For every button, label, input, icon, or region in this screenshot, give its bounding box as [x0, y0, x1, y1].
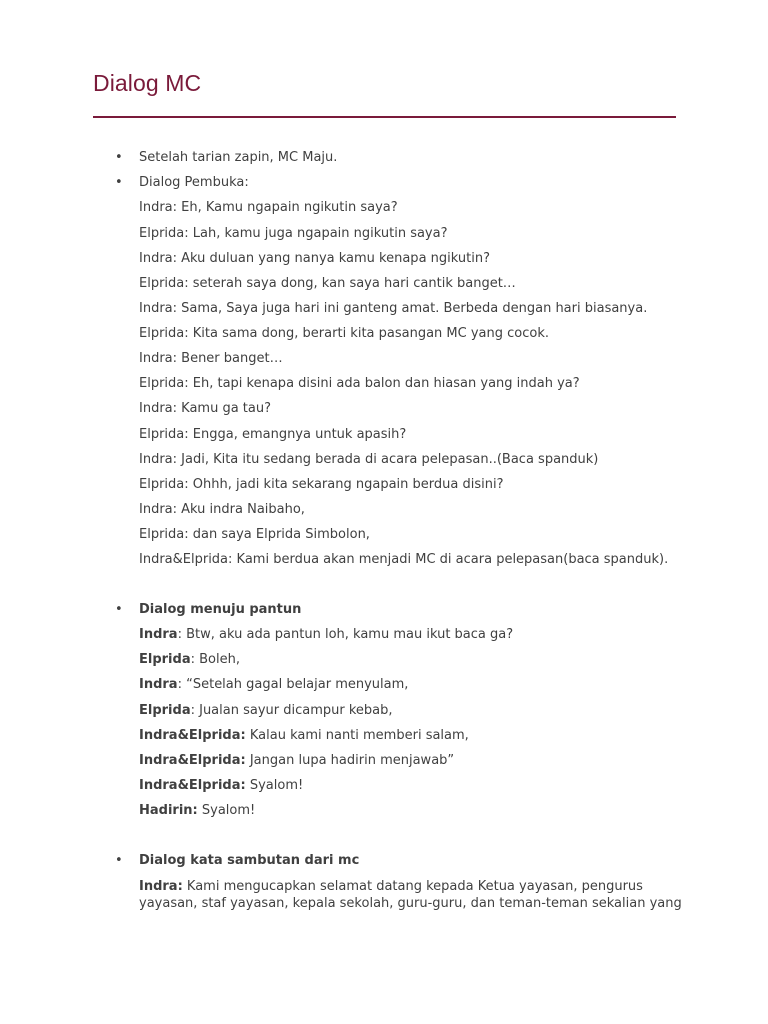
title-divider: [93, 116, 676, 118]
list-item: Setelah tarian zapin, MC Maju.: [139, 150, 338, 165]
speaker-name: Indra: [139, 627, 178, 642]
dialog-line: Indra&Elprida: Kami berdua akan menjadi MC di acara pelepasan(baca spanduk).: [139, 552, 669, 567]
dialog-text: Syalom!: [197, 803, 256, 818]
section-heading: Dialog menuju pantun: [139, 602, 302, 617]
speaker-name: Indra&Elprida:: [139, 778, 246, 793]
speaker-name: Hadirin:: [139, 803, 198, 818]
speaker-name: Elprida: [139, 703, 191, 718]
speaker-name: Indra&Elprida:: [139, 753, 246, 768]
dialog-line: [139, 627, 513, 643]
dialog-line: Elprida: Ohhh, jadi kita sekarang ngapain berdua disini?: [139, 477, 504, 492]
dialog-line: Elprida: Lah, kamu juga ngapain ngikutin saya?: [139, 226, 448, 241]
dialog-text: Kalau kami nanti memberi salam,: [245, 728, 469, 743]
dialog-line: [139, 778, 303, 794]
dialog-line: Indra: Sama, Saya juga hari ini ganteng amat. Berbeda dengan hari biasanya.: [139, 301, 648, 316]
dialog-line: [139, 896, 682, 912]
dialog-line: Elprida: Engga, emangnya untuk apasih?: [139, 427, 407, 442]
list-item: Dialog Pembuka:: [139, 175, 249, 190]
dialog-text: Kami mengucapkan selamat datang kepada Ketua yayasan, pengurus: [182, 879, 643, 894]
dialog-text: Jangan lupa hadirin menjawab”: [245, 753, 455, 768]
dialog-text: yayasan, staf yayasan, kepala sekolah, guru-guru, dan teman-teman sekalian yang: [139, 896, 682, 911]
dialog-line: Elprida: dan saya Elprida Simbolon,: [139, 527, 370, 542]
dialog-line: [139, 803, 255, 819]
dialog-line: [139, 753, 454, 769]
dialog-line: Indra: Kamu ga tau?: [139, 401, 271, 416]
bullet-icon: •: [115, 150, 123, 165]
dialog-line: Elprida: Eh, tapi kenapa disini ada balon dan hiasan yang indah ya?: [139, 376, 580, 391]
dialog-text: : Boleh,: [190, 652, 240, 667]
dialog-line: Indra: Bener banget…: [139, 351, 283, 366]
dialog-text: : Jualan sayur dicampur kebab,: [190, 703, 393, 718]
dialog-line: [139, 703, 393, 719]
dialog-line: [139, 677, 408, 693]
dialog-text: : “Setelah gagal belajar menyulam,: [177, 677, 409, 692]
speaker-name: Indra&Elprida:: [139, 728, 246, 743]
dialog-line: Indra: Aku indra Naibaho,: [139, 502, 305, 517]
dialog-line: Elprida: seterah saya dong, kan saya hari cantik banget…: [139, 276, 516, 291]
dialog-line: Indra: Jadi, Kita itu sedang berada di acara pelepasan..(Baca spanduk): [139, 452, 599, 467]
section-heading: Dialog kata sambutan dari mc: [139, 853, 360, 868]
bullet-icon: •: [115, 853, 123, 868]
dialog-text: : Btw, aku ada pantun loh, kamu mau ikut baca ga?: [177, 627, 514, 642]
dialog-line: Indra: Eh, Kamu ngapain ngikutin saya?: [139, 200, 398, 215]
bullet-icon: •: [115, 602, 123, 617]
dialog-line: [139, 652, 240, 668]
page-title: Dialog MC: [93, 70, 202, 96]
dialog-text: Syalom!: [245, 778, 304, 793]
dialog-line: [139, 879, 643, 895]
bullet-icon: •: [115, 175, 123, 190]
dialog-line: Indra: Aku duluan yang nanya kamu kenapa ngikutin?: [139, 251, 490, 266]
speaker-name: Elprida: [139, 652, 191, 667]
speaker-name: Indra:: [139, 879, 183, 894]
dialog-line: [139, 728, 469, 744]
dialog-line: Elprida: Kita sama dong, berarti kita pasangan MC yang cocok.: [139, 326, 550, 341]
speaker-name: Indra: [139, 677, 178, 692]
